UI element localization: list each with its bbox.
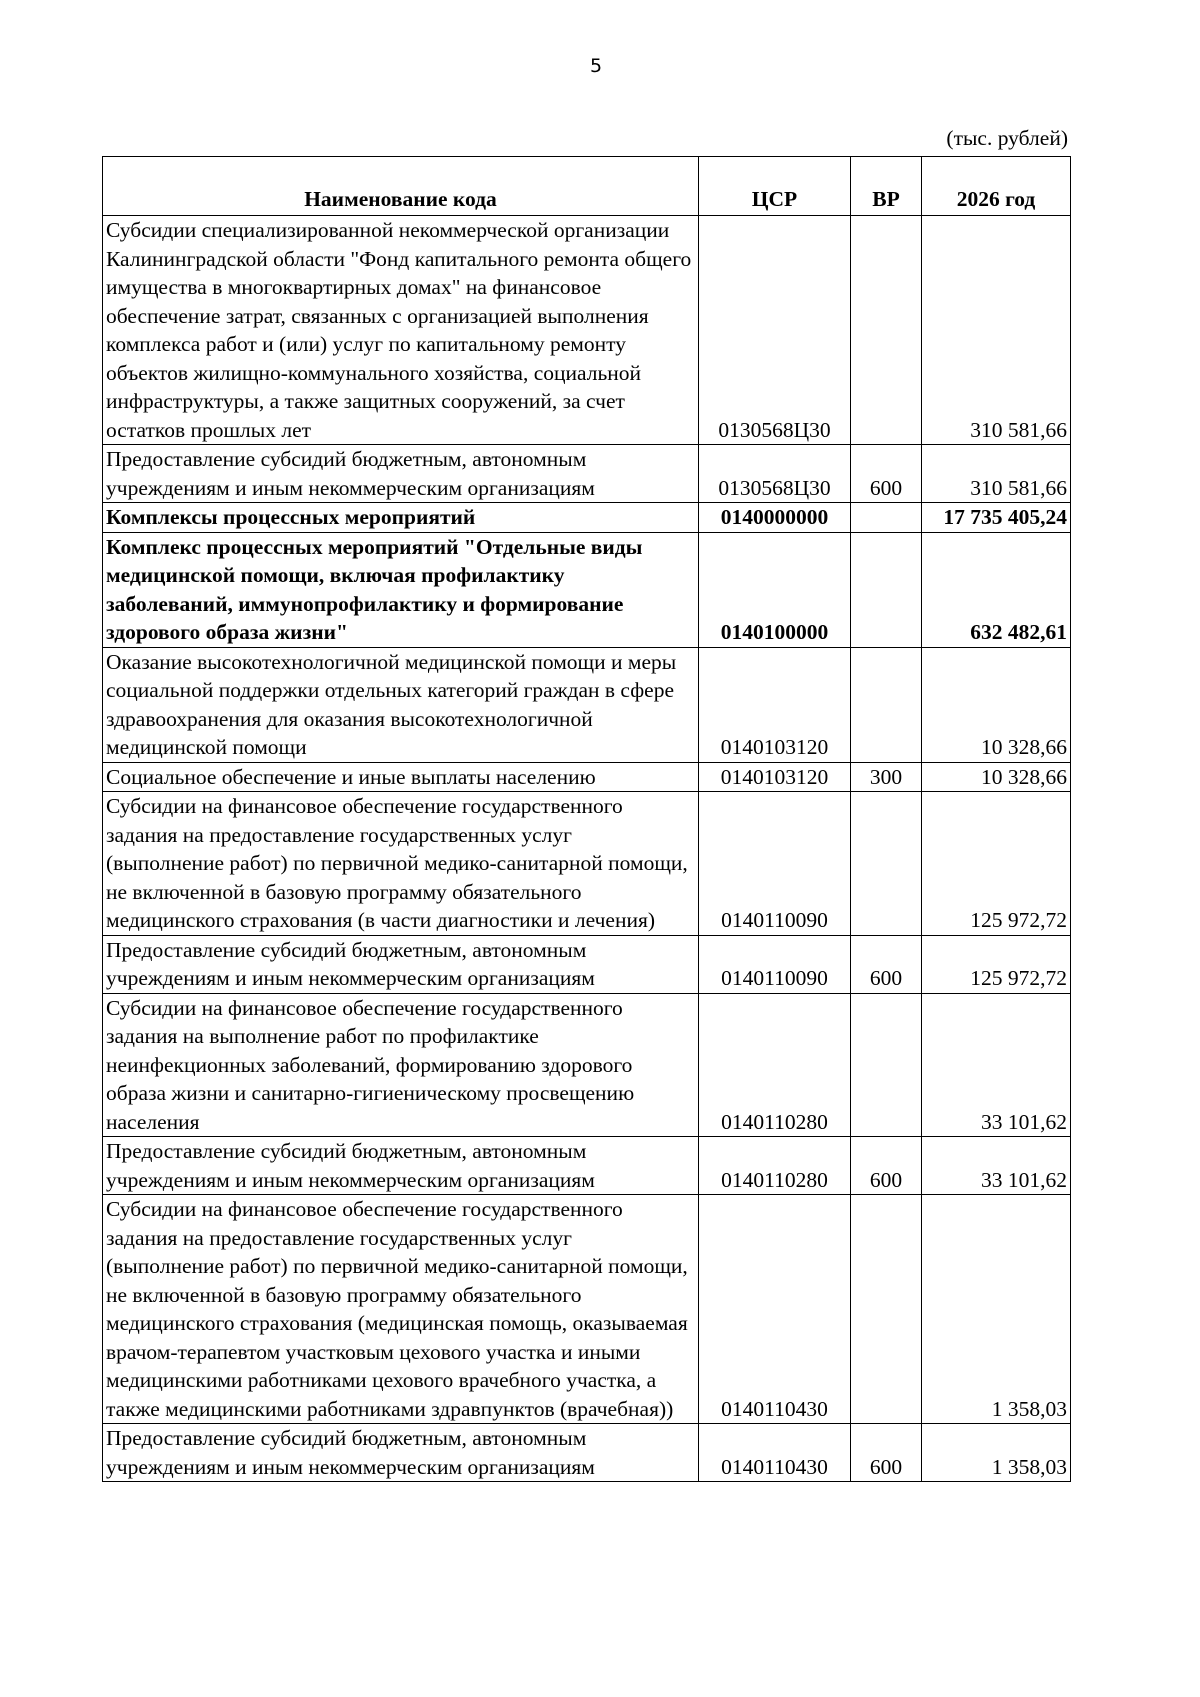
- row-csr-cell: 0140110430: [699, 1424, 851, 1482]
- row-amount-cell: 1 358,03: [922, 1424, 1071, 1482]
- row-csr-cell: 0130568Ц30: [699, 445, 851, 503]
- page-number: 5: [589, 55, 603, 77]
- row-csr-cell: 0140110090: [699, 935, 851, 993]
- row-vr-cell: [851, 532, 922, 647]
- table-header: [103, 157, 1071, 216]
- row-name-cell: Предоставление субсидий бюджетным, автономным учреждениям и иным некоммерческим организациям: [103, 1137, 699, 1195]
- row-name-cell: Субсидии на финансовое обеспечение государственного задания на выполнение работ по профилактике неинфекционных заболеваний, формированию здорового образа жизни и санитарно-гигиеническому просвещению населения: [103, 993, 699, 1137]
- row-amount-cell: 10 328,66: [922, 762, 1071, 792]
- row-name-cell: Комплексы процессных мероприятий: [103, 503, 699, 533]
- table-row: [103, 1137, 1071, 1195]
- row-amount-cell: 632 482,61: [922, 532, 1071, 647]
- header-amount: 2026 год: [922, 157, 1071, 216]
- row-vr-cell: [851, 1195, 922, 1424]
- row-vr-cell: 600: [851, 935, 922, 993]
- row-name-cell: Субсидии на финансовое обеспечение государственного задания на предоставление государственных услуг (выполнение работ) по первичной медико-санитарной помощи, не включенной в базовую программу обязательного медицинского страхования (медицинская помощь, оказываемая врачом-терапевтом участковым цехового участка и иными медицинскими работниками цехового врачебного участка, а также медицинскими работниками здравпунктов (врачебная)): [103, 1195, 699, 1424]
- row-amount-cell: 1 358,03: [922, 1195, 1071, 1424]
- row-amount-cell: 33 101,62: [922, 993, 1071, 1137]
- row-csr-cell: 0140110090: [699, 792, 851, 936]
- row-name-cell: Субсидии специализированной некоммерческой организации Калининградской области "Фонд капитального ремонта общего имущества в многоквартирных домах" на финансовое обеспечение затрат, связанных с организацией выполнения комплекса работ и (или) услуг по капитальному ремонту объектов жилищно-коммунального хозяйства, социальной инфраструктуры, а также защитных сооружений, за счет остатков прошлых лет: [103, 216, 699, 445]
- row-vr-cell: [851, 647, 922, 762]
- row-vr-cell: [851, 216, 922, 445]
- row-vr-cell: 600: [851, 445, 922, 503]
- row-csr-cell: 0140110430: [699, 1195, 851, 1424]
- row-name-cell: Оказание высокотехнологичной медицинской помощи и меры социальной поддержки отдельных категорий граждан в сфере здравоохранения для оказания высокотехнологичной медицинской помощи: [103, 647, 699, 762]
- units-note: (тыс. рублей): [946, 126, 1068, 150]
- row-vr-cell: [851, 503, 922, 533]
- row-csr-cell: 0140110280: [699, 1137, 851, 1195]
- header-name: Наименование кода: [103, 157, 699, 216]
- row-vr-cell: 600: [851, 1137, 922, 1195]
- row-csr-cell: 0140110280: [699, 993, 851, 1137]
- row-amount-cell: 33 101,62: [922, 1137, 1071, 1195]
- table-row: [103, 532, 1071, 647]
- row-name-cell: Предоставление субсидий бюджетным, автономным учреждениям и иным некоммерческим организациям: [103, 1424, 699, 1482]
- header-row: [103, 157, 1071, 216]
- budget-table: [102, 156, 1071, 1482]
- row-name-cell: Комплекс процессных мероприятий "Отдельные виды медицинской помощи, включая профилактику заболеваний, иммунопрофилактику и формирование здорового образа жизни": [103, 532, 699, 647]
- row-amount-cell: 17 735 405,24: [922, 503, 1071, 533]
- table-row: [103, 647, 1071, 762]
- row-name-cell: Субсидии на финансовое обеспечение государственного задания на предоставление государственных услуг (выполнение работ) по первичной медико-санитарной помощи, не включенной в базовую программу обязательного медицинского страхования (в части диагностики и лечения): [103, 792, 699, 936]
- header-csr: ЦСР: [699, 157, 851, 216]
- row-amount-cell: 310 581,66: [922, 445, 1071, 503]
- row-csr-cell: 0140100000: [699, 532, 851, 647]
- header-vr: ВР: [851, 157, 922, 216]
- row-csr-cell: 0130568Ц30: [699, 216, 851, 445]
- table-row: [103, 792, 1071, 936]
- table-row: [103, 762, 1071, 792]
- table-row: [103, 1424, 1071, 1482]
- row-csr-cell: 0140000000: [699, 503, 851, 533]
- row-name-cell: Предоставление субсидий бюджетным, автономным учреждениям и иным некоммерческим организациям: [103, 445, 699, 503]
- row-vr-cell: [851, 993, 922, 1137]
- row-name-cell: Предоставление субсидий бюджетным, автономным учреждениям и иным некоммерческим организациям: [103, 935, 699, 993]
- row-amount-cell: 10 328,66: [922, 647, 1071, 762]
- row-csr-cell: 0140103120: [699, 647, 851, 762]
- table-row: [103, 935, 1071, 993]
- table-row: [103, 993, 1071, 1137]
- table-row: [103, 1195, 1071, 1424]
- table-body: [103, 216, 1071, 1482]
- row-amount-cell: 125 972,72: [922, 935, 1071, 993]
- table-row: [103, 445, 1071, 503]
- row-vr-cell: 600: [851, 1424, 922, 1482]
- row-amount-cell: 125 972,72: [922, 792, 1071, 936]
- row-vr-cell: [851, 792, 922, 936]
- row-csr-cell: 0140103120: [699, 762, 851, 792]
- row-amount-cell: 310 581,66: [922, 216, 1071, 445]
- table-row: [103, 216, 1071, 445]
- row-vr-cell: 300: [851, 762, 922, 792]
- row-name-cell: Социальное обеспечение и иные выплаты населению: [103, 762, 699, 792]
- table-row: [103, 503, 1071, 533]
